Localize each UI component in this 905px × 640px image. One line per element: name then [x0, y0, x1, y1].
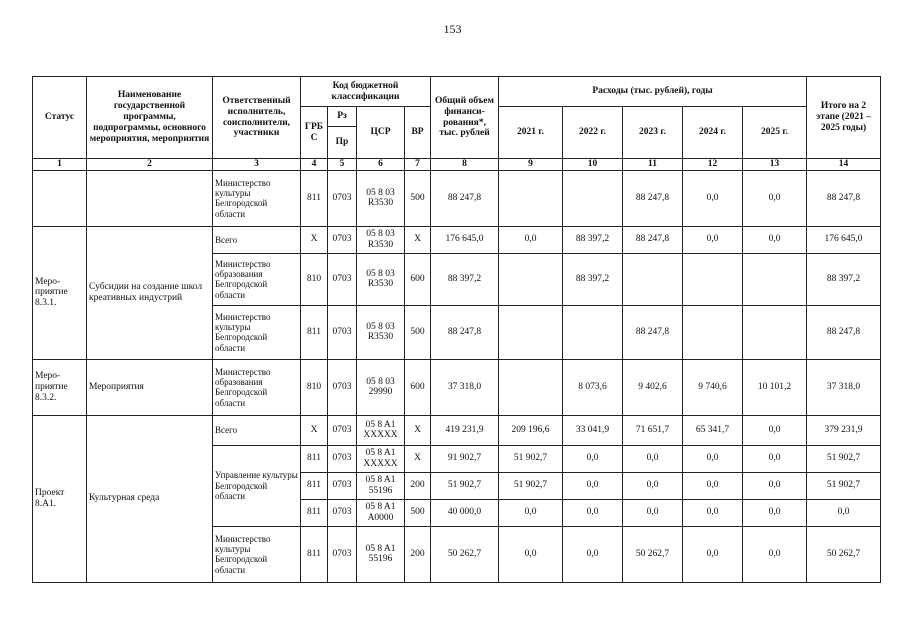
y2023-cell	[623, 253, 683, 305]
col-number: 6	[357, 159, 405, 171]
grbs-cell: 811	[301, 445, 328, 472]
rz-cell: 0703	[328, 472, 357, 499]
total-cell: 50 262,7	[431, 526, 499, 582]
col-number: 2	[87, 159, 213, 171]
header-2024: 2024 г.	[683, 107, 743, 159]
csr-cell: 05 8 03 R3530	[357, 170, 405, 226]
header-vr: ВР	[405, 107, 431, 159]
y2022-cell: 8 073,6	[563, 359, 623, 415]
grbs-cell: X	[301, 226, 328, 253]
col-number: 8	[431, 159, 499, 171]
grbs-cell: 811	[301, 526, 328, 582]
y2022-cell	[563, 170, 623, 226]
header-2023: 2023 г.	[623, 107, 683, 159]
vr-cell: X	[405, 226, 431, 253]
y2025-cell: 0,0	[743, 499, 807, 526]
header-stage-total: Итого на 2 этапе (2021 – 2025 годы)	[807, 77, 881, 159]
vr-cell: 500	[405, 305, 431, 359]
rz-cell: 0703	[328, 305, 357, 359]
csr-cell: 05 8 A1 XXXXX	[357, 415, 405, 445]
header-csr: ЦСР	[357, 107, 405, 159]
y2025-cell	[743, 305, 807, 359]
status-cell	[33, 170, 87, 226]
y2023-cell: 0,0	[623, 472, 683, 499]
y2025-cell: 0,0	[743, 415, 807, 445]
name-cell	[87, 170, 213, 226]
y2025-cell: 0,0	[743, 526, 807, 582]
status-cell: Меро-приятие 8.3.1.	[33, 226, 87, 359]
status-cell: Проект 8.А1.	[33, 415, 87, 582]
header-budget-code: Код бюджетной классификации	[301, 77, 431, 107]
executor-cell: Министерство образования Белгородской области	[213, 253, 301, 305]
csr-cell: 05 8 03 29990	[357, 359, 405, 415]
y2022-cell: 33 041,9	[563, 415, 623, 445]
y2021-cell: 51 902,7	[499, 445, 563, 472]
y2025-cell: 0,0	[743, 472, 807, 499]
y2022-cell: 0,0	[563, 472, 623, 499]
name-cell: Субсидии на создание школ креативных индустрий	[87, 226, 213, 359]
y2023-cell: 50 262,7	[623, 526, 683, 582]
itogo-cell: 88 247,8	[807, 305, 881, 359]
executor-cell: Всего	[213, 226, 301, 253]
table-row	[33, 226, 881, 253]
col-number: 14	[807, 159, 881, 171]
itogo-cell: 176 645,0	[807, 226, 881, 253]
executor-cell: Всего	[213, 415, 301, 445]
y2021-cell: 0,0	[499, 226, 563, 253]
y2025-cell: 0,0	[743, 445, 807, 472]
csr-cell: 05 8 A1 A0000	[357, 499, 405, 526]
total-cell: 88 247,8	[431, 305, 499, 359]
csr-cell: 05 8 A1 55196	[357, 526, 405, 582]
executor-cell: Министерство культуры Белгородской области	[213, 526, 301, 582]
grbs-cell: 811	[301, 170, 328, 226]
grbs-cell: 810	[301, 359, 328, 415]
total-cell: 51 902,7	[431, 472, 499, 499]
vr-cell: 600	[405, 359, 431, 415]
total-cell: 88 397,2	[431, 253, 499, 305]
header-expenses: Расходы (тыс. рублей), годы	[499, 77, 807, 107]
table-row	[33, 415, 881, 445]
total-cell: 419 231,9	[431, 415, 499, 445]
y2025-cell: 0,0	[743, 170, 807, 226]
itogo-cell: 88 247,8	[807, 170, 881, 226]
y2023-cell: 0,0	[623, 499, 683, 526]
itogo-cell: 51 902,7	[807, 445, 881, 472]
col-number: 3	[213, 159, 301, 171]
y2025-cell: 0,0	[743, 226, 807, 253]
y2021-cell	[499, 305, 563, 359]
rz-cell: 0703	[328, 526, 357, 582]
total-cell: 40 000,0	[431, 499, 499, 526]
col-number: 7	[405, 159, 431, 171]
vr-cell: 200	[405, 526, 431, 582]
status-cell: Меро-приятие 8.3.2.	[33, 359, 87, 415]
executor-cell: Управление культуры Белгородской области	[213, 445, 301, 526]
table-row	[33, 170, 881, 226]
y2022-cell: 0,0	[563, 526, 623, 582]
vr-cell: X	[405, 415, 431, 445]
header-pr: Пр	[328, 127, 357, 159]
executor-cell: Министерство культуры Белгородской области	[213, 170, 301, 226]
grbs-cell: 811	[301, 472, 328, 499]
csr-cell: 05 8 03 R3530	[357, 253, 405, 305]
executor-cell: Министерство образования Белгородской области	[213, 359, 301, 415]
rz-cell: 0703	[328, 170, 357, 226]
itogo-cell: 0,0	[807, 499, 881, 526]
page-number: 153	[443, 22, 462, 36]
col-number: 4	[301, 159, 328, 171]
name-cell: Культурная среда	[87, 415, 213, 582]
vr-cell: X	[405, 445, 431, 472]
csr-cell: 05 8 03 R3530	[357, 226, 405, 253]
name-cell: Мероприятия	[87, 359, 213, 415]
header-executor: Ответственный исполнитель, соисполнители, участники	[213, 77, 301, 159]
header-total: Общий объем финанси-рования*, тыс. рублей	[431, 77, 499, 159]
column-number-row	[33, 159, 881, 171]
y2024-cell: 0,0	[683, 499, 743, 526]
col-number: 1	[33, 159, 87, 171]
col-number: 13	[743, 159, 807, 171]
executor-cell: Министерство культуры Белгородской области	[213, 305, 301, 359]
grbs-cell: X	[301, 415, 328, 445]
vr-cell: 500	[405, 170, 431, 226]
header-2025: 2025 г.	[743, 107, 807, 159]
y2021-cell	[499, 359, 563, 415]
y2024-cell: 0,0	[683, 526, 743, 582]
y2022-cell: 0,0	[563, 499, 623, 526]
grbs-cell: 811	[301, 499, 328, 526]
rz-cell: 0703	[328, 415, 357, 445]
itogo-cell: 50 262,7	[807, 526, 881, 582]
col-number: 9	[499, 159, 563, 171]
y2022-cell: 0,0	[563, 445, 623, 472]
header-rz: Рз	[328, 107, 357, 127]
rz-cell: 0703	[328, 359, 357, 415]
vr-cell: 600	[405, 253, 431, 305]
vr-cell: 200	[405, 472, 431, 499]
total-cell: 91 902,7	[431, 445, 499, 472]
y2023-cell: 71 651,7	[623, 415, 683, 445]
col-number: 12	[683, 159, 743, 171]
y2024-cell: 0,0	[683, 170, 743, 226]
y2021-cell: 0,0	[499, 526, 563, 582]
csr-cell: 05 8 03 R3530	[357, 305, 405, 359]
csr-cell: 05 8 A1 XXXXX	[357, 445, 405, 472]
total-cell: 88 247,8	[431, 170, 499, 226]
y2024-cell: 0,0	[683, 445, 743, 472]
total-cell: 176 645,0	[431, 226, 499, 253]
y2025-cell	[743, 253, 807, 305]
itogo-cell: 37 318,0	[807, 359, 881, 415]
table-row	[33, 359, 881, 415]
y2021-cell	[499, 170, 563, 226]
y2023-cell: 9 402,6	[623, 359, 683, 415]
col-number: 11	[623, 159, 683, 171]
grbs-cell: 811	[301, 305, 328, 359]
header-name: Наименование государственной программы, подпрограммы, основного мероприятия, мероприятия	[87, 77, 213, 159]
col-number: 10	[563, 159, 623, 171]
y2024-cell: 9 740,6	[683, 359, 743, 415]
total-cell: 37 318,0	[431, 359, 499, 415]
y2022-cell: 88 397,2	[563, 253, 623, 305]
y2023-cell: 88 247,8	[623, 226, 683, 253]
y2021-cell: 0,0	[499, 499, 563, 526]
col-number: 5	[328, 159, 357, 171]
y2024-cell: 0,0	[683, 226, 743, 253]
itogo-cell: 51 902,7	[807, 472, 881, 499]
y2021-cell: 209 196,6	[499, 415, 563, 445]
y2021-cell	[499, 253, 563, 305]
y2024-cell	[683, 305, 743, 359]
y2025-cell: 10 101,2	[743, 359, 807, 415]
y2024-cell: 0,0	[683, 472, 743, 499]
header-status: Статус	[33, 77, 87, 159]
rz-cell: 0703	[328, 445, 357, 472]
budget-table	[32, 76, 881, 583]
y2023-cell: 0,0	[623, 445, 683, 472]
y2024-cell: 65 341,7	[683, 415, 743, 445]
grbs-cell: 810	[301, 253, 328, 305]
csr-cell: 05 8 A1 55196	[357, 472, 405, 499]
y2023-cell: 88 247,8	[623, 305, 683, 359]
y2022-cell: 88 397,2	[563, 226, 623, 253]
y2024-cell	[683, 253, 743, 305]
y2021-cell: 51 902,7	[499, 472, 563, 499]
vr-cell: 500	[405, 499, 431, 526]
itogo-cell: 379 231,9	[807, 415, 881, 445]
rz-cell: 0703	[328, 226, 357, 253]
header-2022: 2022 г.	[563, 107, 623, 159]
rz-cell: 0703	[328, 253, 357, 305]
header-grbs: ГРБ С	[301, 107, 328, 159]
header-2021: 2021 г.	[499, 107, 563, 159]
y2023-cell: 88 247,8	[623, 170, 683, 226]
itogo-cell: 88 397,2	[807, 253, 881, 305]
rz-cell: 0703	[328, 499, 357, 526]
y2022-cell	[563, 305, 623, 359]
